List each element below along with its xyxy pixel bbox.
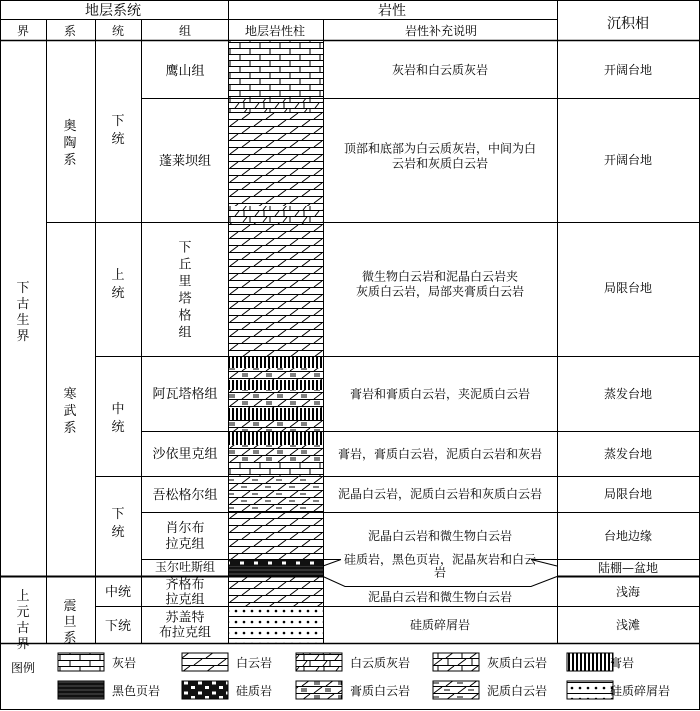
- formation-description: 微生物白云岩和泥晶白云岩夹灰质白云岩，局部夹膏质白云岩: [355, 269, 525, 299]
- legend-swatch-shale: [58, 681, 104, 699]
- legend-swatch-lsdol: [433, 653, 479, 671]
- legend-swatch-clastic: [567, 681, 613, 699]
- legend: [58, 653, 670, 699]
- facies-label: 蒸发台地: [603, 387, 653, 401]
- formation-name: 蓬莱坝组: [158, 154, 212, 169]
- series-cambrian-upper: 上统: [111, 268, 125, 301]
- erathem-lower-paleozoic: 下古生界: [16, 281, 30, 344]
- formation-name: 吾松格尔组: [152, 488, 218, 503]
- series-ordovician-lower: 下统: [111, 114, 125, 147]
- legend-label: 硅质岩: [236, 684, 273, 698]
- header-column: 地层岩性柱: [244, 24, 306, 38]
- legend-title: 图例: [10, 661, 36, 675]
- column-shayilike-ls: [229, 462, 323, 476]
- formation-description: 顶部和底部为白云质灰岩，中间为白云岩和灰质白云岩: [343, 141, 537, 171]
- legend-swatch-argdol: [433, 681, 479, 699]
- formation-name: 玉尔吐斯组: [154, 560, 216, 574]
- formation-description: 膏岩和膏质白云岩，夹泥质白云岩: [349, 387, 531, 401]
- legend-label: 膏质白云岩: [350, 684, 411, 698]
- formation-description: 泥晶白云岩，泥质白云岩和灰质白云岩: [337, 487, 543, 501]
- erathem-upper-proterozoic: 上元古界: [16, 589, 30, 652]
- legend-label: 膏岩: [610, 656, 635, 670]
- column-penglaiba: [229, 98, 323, 222]
- formation-name: 沙依里克组: [152, 447, 218, 462]
- legend-label: 白云质灰岩: [350, 656, 411, 670]
- facies-label: 浅海: [615, 585, 641, 599]
- column-penglaiba-top: [229, 98, 323, 112]
- formation-description: 泥晶白云岩和微生物白云岩: [367, 529, 513, 543]
- column-xiaqiulitage: [229, 222, 323, 356]
- formation-name: 鹰山组: [165, 64, 205, 79]
- header-system: 系: [63, 24, 77, 38]
- formation-name: 阿瓦塔格组: [152, 387, 218, 402]
- legend-swatch-gypdol: [296, 681, 342, 699]
- system-sinian: 震旦系: [63, 599, 77, 646]
- column-xiaoerbulake: [229, 512, 323, 559]
- formation-description: 硅质碎屑岩: [409, 618, 471, 632]
- column-shayilike-gyp: [229, 431, 323, 445]
- formation-name: 齐格布拉克组: [165, 577, 205, 608]
- facies-label: 开阔台地: [603, 63, 653, 77]
- header-facies: 沉积相: [607, 16, 649, 32]
- column-yuertusi-shale: [229, 566, 323, 576]
- series-sinian-middle: 中统: [104, 585, 132, 600]
- formation-name: 肖尔布拉克组: [165, 521, 205, 552]
- column-qigebulake: [229, 576, 323, 606]
- column-sugaitebulake: [229, 606, 323, 643]
- formation-name: 下丘里塔格组: [178, 240, 192, 341]
- legend-label: 泥质白云岩: [487, 684, 548, 698]
- legend-label: 硅质碎屑岩: [610, 684, 671, 698]
- header-series: 统: [111, 24, 125, 38]
- legend-swatch-dolls: [296, 653, 342, 671]
- legend-swatch-dolomite: [182, 653, 228, 671]
- column-awatage-gyp3: [229, 408, 323, 420]
- header-description: 岩性补充说明: [404, 24, 478, 38]
- formation-description: 硅质岩，黑色页岩，泥晶灰岩和白云岩: [343, 552, 537, 580]
- system-cambrian: 寒武系: [63, 387, 77, 436]
- formation-description: 泥晶白云岩和微生物白云岩: [367, 590, 513, 604]
- facies-label: 陆棚—盆地: [597, 561, 659, 575]
- column-yingshan: [229, 41, 323, 98]
- column-awatage-gyp1: [229, 356, 323, 368]
- legend-label: 灰质白云岩: [487, 656, 548, 670]
- legend-swatch-gypsum: [567, 653, 613, 671]
- facies-label: 局限台地: [603, 281, 653, 295]
- header-formation: 组: [178, 24, 192, 38]
- facies-label: 局限台地: [603, 487, 653, 501]
- series-sinian-lower: 下统: [104, 619, 132, 634]
- formation-description: 灰岩和白云质灰岩: [391, 63, 489, 77]
- column-wusonggeer: [229, 476, 323, 512]
- legend-label: 白云岩: [236, 656, 273, 670]
- column-awatage-gyp2: [229, 380, 323, 390]
- outer-frame: [1, 1, 700, 710]
- facies-label: 开阔台地: [603, 153, 653, 167]
- column-yuertusi-chert: [229, 559, 323, 566]
- formation-name: 苏盖特布拉克组: [158, 610, 212, 641]
- legend-swatch-limestone: [58, 653, 104, 671]
- series-cambrian-middle: 中统: [111, 402, 125, 435]
- legend-label: 灰岩: [112, 656, 137, 670]
- header-stratigraphy: 地层系统: [85, 3, 141, 19]
- yuertusi-bracket-left: [323, 560, 341, 567]
- legend-label: 黑色页岩: [112, 684, 161, 698]
- system-ordovician: 奥陶系: [63, 119, 77, 168]
- table-grid: [46, 0, 700, 643]
- header-erathem: 界: [16, 24, 30, 38]
- header-lithology: 岩性: [378, 3, 406, 19]
- series-cambrian-lower: 下统: [111, 507, 125, 540]
- facies-label: 台地边缘: [603, 529, 653, 543]
- facies-label: 浅滩: [615, 618, 641, 632]
- column-penglaiba-base: [229, 206, 323, 222]
- legend-swatch-chert: [182, 681, 228, 699]
- facies-label: 蒸发台地: [603, 447, 653, 461]
- formation-description: 膏岩，膏质白云岩，泥质白云岩和灰岩: [337, 447, 543, 461]
